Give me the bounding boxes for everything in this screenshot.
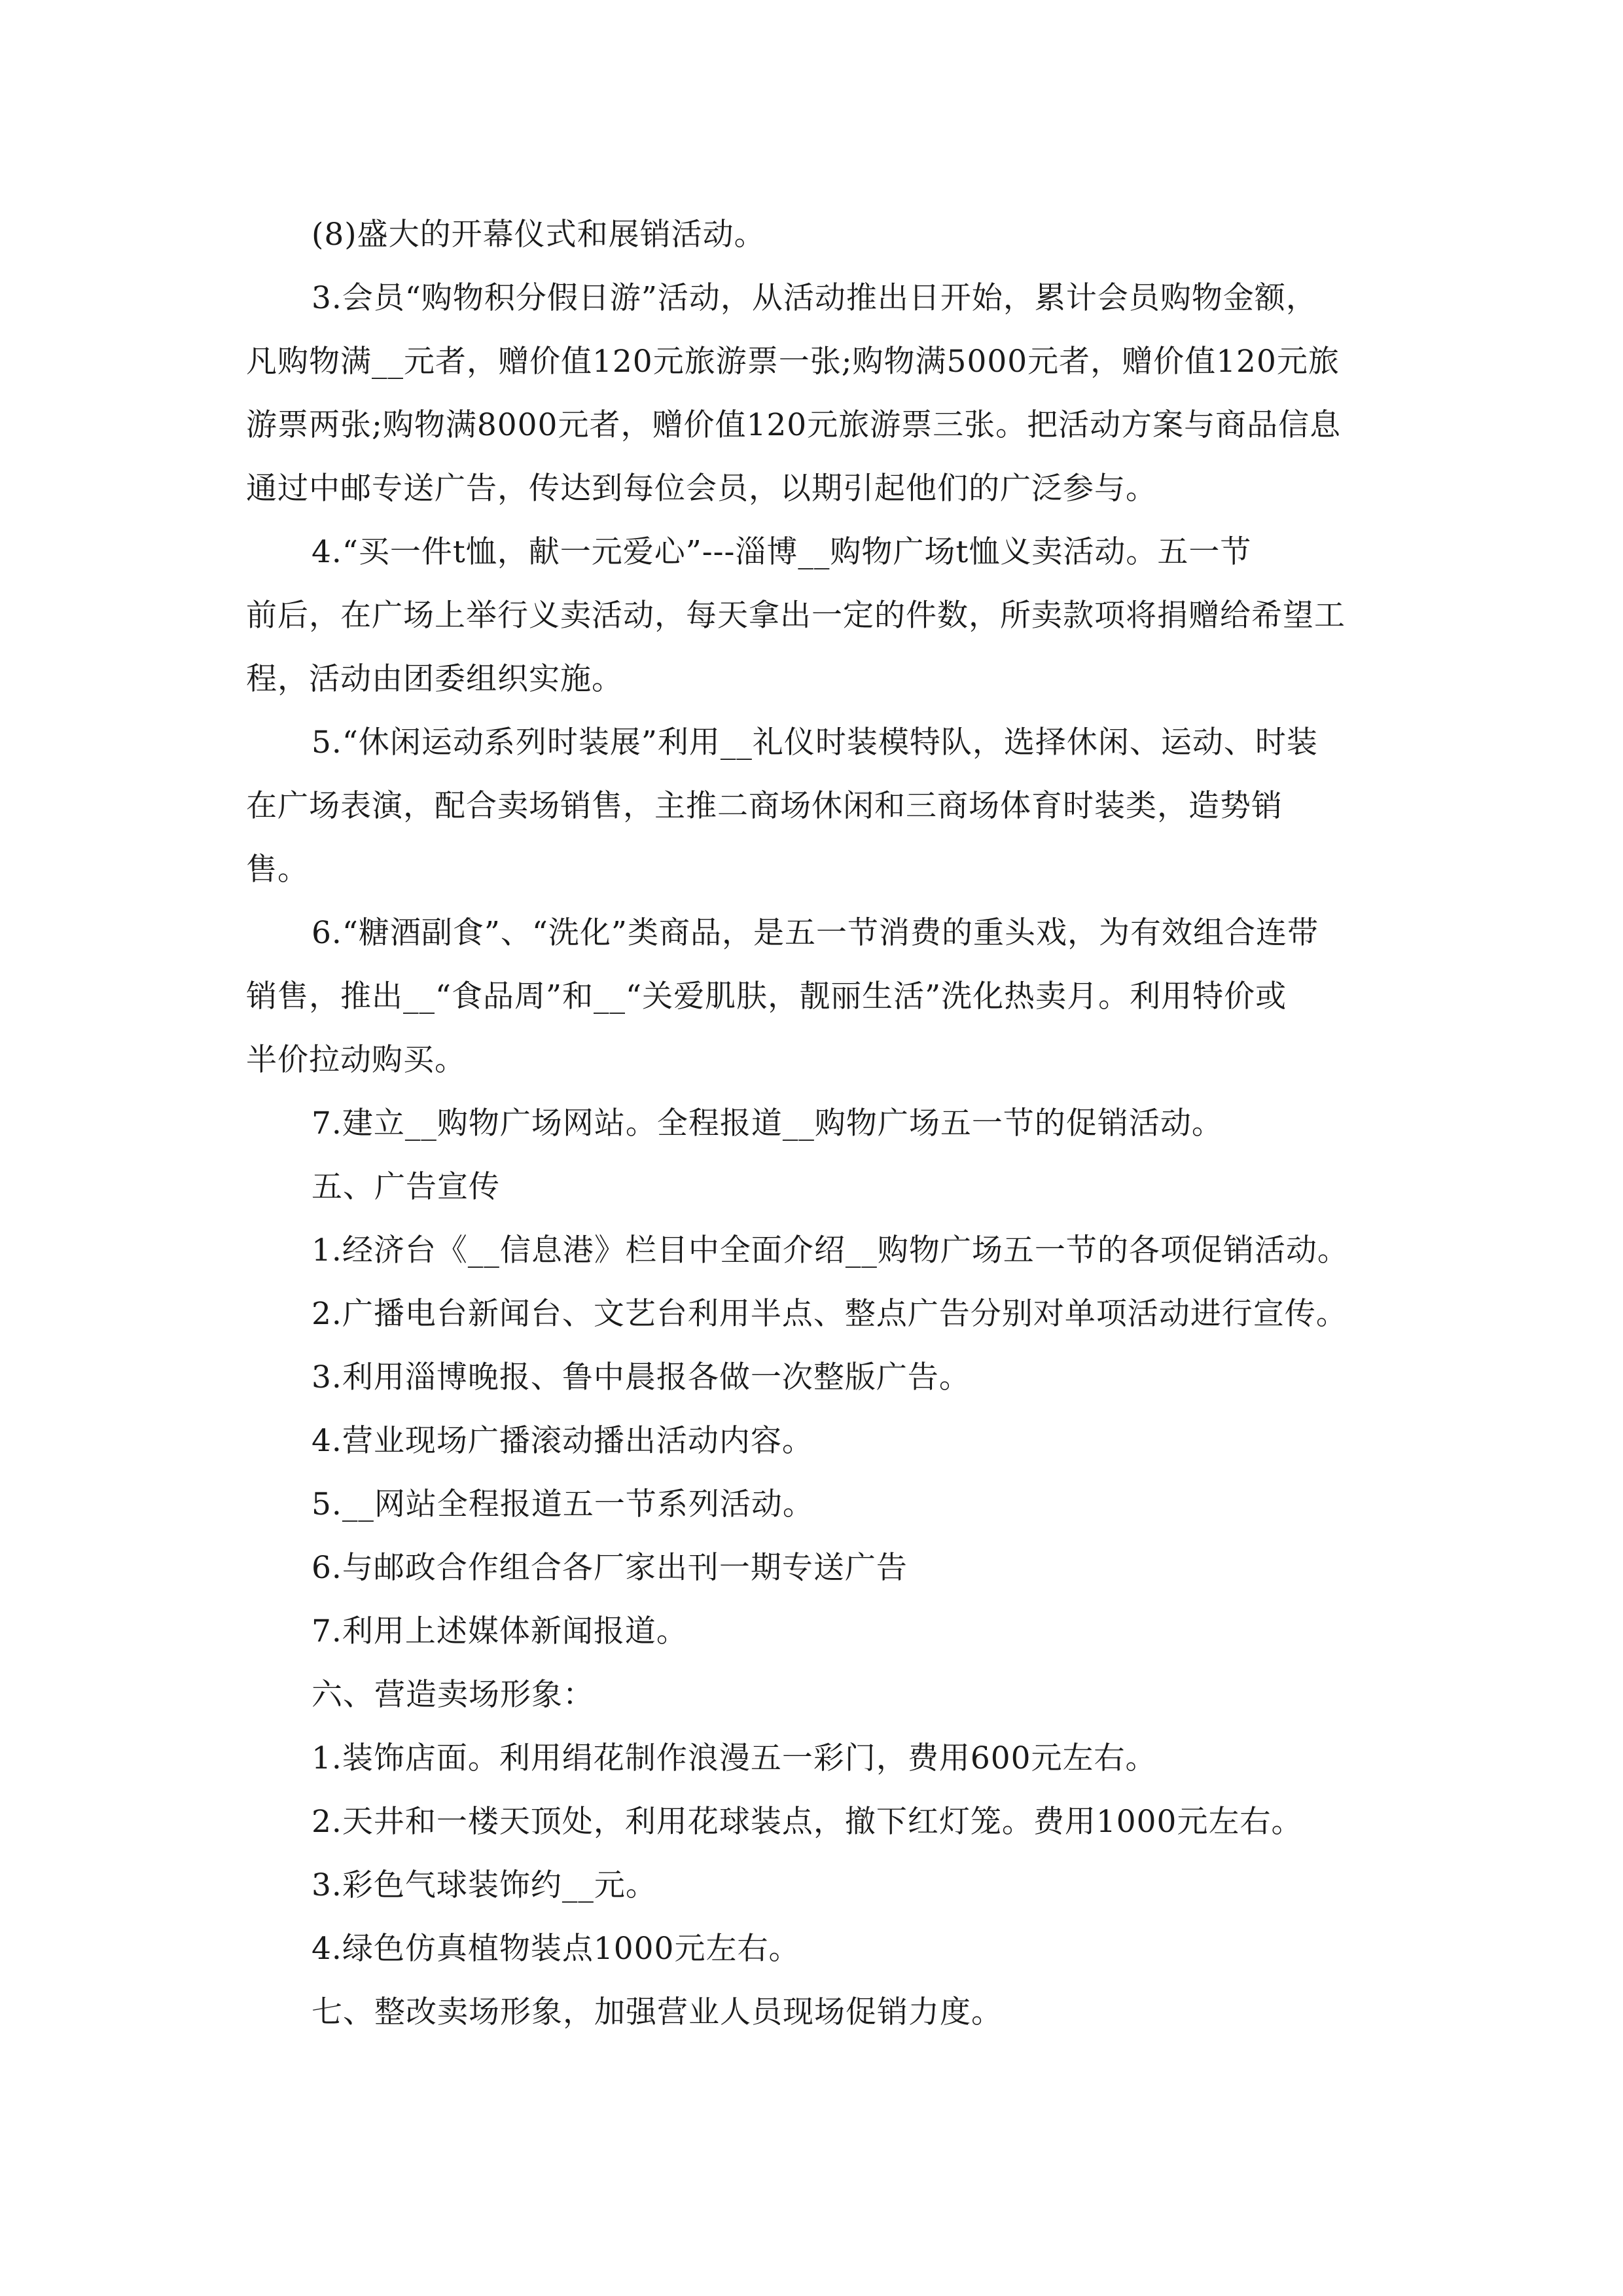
text-line-27: 3.彩色气球装饰约__元。 [312, 1867, 657, 1903]
text-line-13: 销售，推出__“食品周”和__“关爱肌肤，靓丽生活”洗化热卖月。利用特价或 [246, 978, 1287, 1014]
text-line-15: 7.建立__购物广场网站。全程报道__购物广场五一节的促销活动。 [312, 1105, 1223, 1141]
text-line-19: 3.利用淄博晚报、鲁中晨报各做一次整版广告。 [312, 1359, 971, 1395]
text-line-20: 4.营业现场广播滚动播出活动内容。 [312, 1423, 813, 1459]
text-line-1: (8)盛大的开幕仪式和展销活动。 [312, 217, 766, 253]
text-line-7: 前后，在广场上举行义卖活动，每天拿出一定的件数，所卖款项将捐赠给希望工 [246, 598, 1346, 634]
text-line-4: 游票两张;购物满8000元者，赠价值120元旅游票三张。把活动方案与商品信息 [246, 407, 1342, 443]
text-line-23: 7.利用上述媒体新闻报道。 [312, 1613, 688, 1649]
section-heading-6: 六、营造卖场形象： [312, 1677, 594, 1713]
text-line-25: 1.装饰店面。利用绢花制作浪漫五一彩门，费用600元左右。 [312, 1740, 1157, 1776]
text-line-14: 半价拉动购买。 [246, 1042, 466, 1078]
text-line-9: 5.“休闲运动系列时装展”利用__礼仪时装模特队，选择休闲、运动、时装 [312, 725, 1318, 761]
text-line-18: 2.广播电台新闻台、文艺台利用半点、整点广告分别对单项活动进行宣传。 [312, 1296, 1347, 1332]
text-line-12: 6.“糖酒副食”、“洗化”类商品，是五一节消费的重头戏，为有效组合连带 [312, 915, 1319, 951]
text-line-11: 售。 [246, 852, 309, 888]
text-line-10: 在广场表演，配合卖场销售，主推二商场休闲和三商场体育时装类，造势销 [246, 788, 1283, 824]
section-heading-7: 七、整改卖场形象，加强营业人员现场促销力度。 [312, 1994, 1003, 2030]
text-line-5: 通过中邮专送广告，传达到每位会员，以期引起他们的广泛参与。 [246, 471, 1157, 507]
text-line-6: 4.“买一件t恤，献一元爱心”---淄博__购物广场t恤义卖活动。五一节 [312, 534, 1252, 570]
text-line-22: 6.与邮政合作组合各厂家出刊一期专送广告 [312, 1550, 908, 1586]
text-line-3: 凡购物满__元者，赠价值120元旅游票一张;购物满5000元者，赠价值120元旅 [246, 344, 1340, 380]
text-line-26: 2.天井和一楼天顶处，利用花球装点，撤下红灯笼。费用1000元左右。 [312, 1804, 1303, 1840]
text-line-21: 5.__网站全程报道五一节系列活动。 [312, 1486, 814, 1522]
text-line-8: 程，活动由团委组织实施。 [246, 661, 623, 697]
text-line-28: 4.绿色仿真植物装点1000元左右。 [312, 1931, 800, 1967]
section-heading-5: 五、广告宣传 [312, 1169, 500, 1205]
document-body [246, 203, 1400, 2044]
text-line-2: 3.会员“购物积分假日游”活动，从活动推出日开始，累计会员购物金额， [312, 280, 1317, 316]
text-line-17: 1.经济台《__信息港》栏目中全面介绍__购物广场五一节的各项促销活动。 [312, 1232, 1349, 1268]
